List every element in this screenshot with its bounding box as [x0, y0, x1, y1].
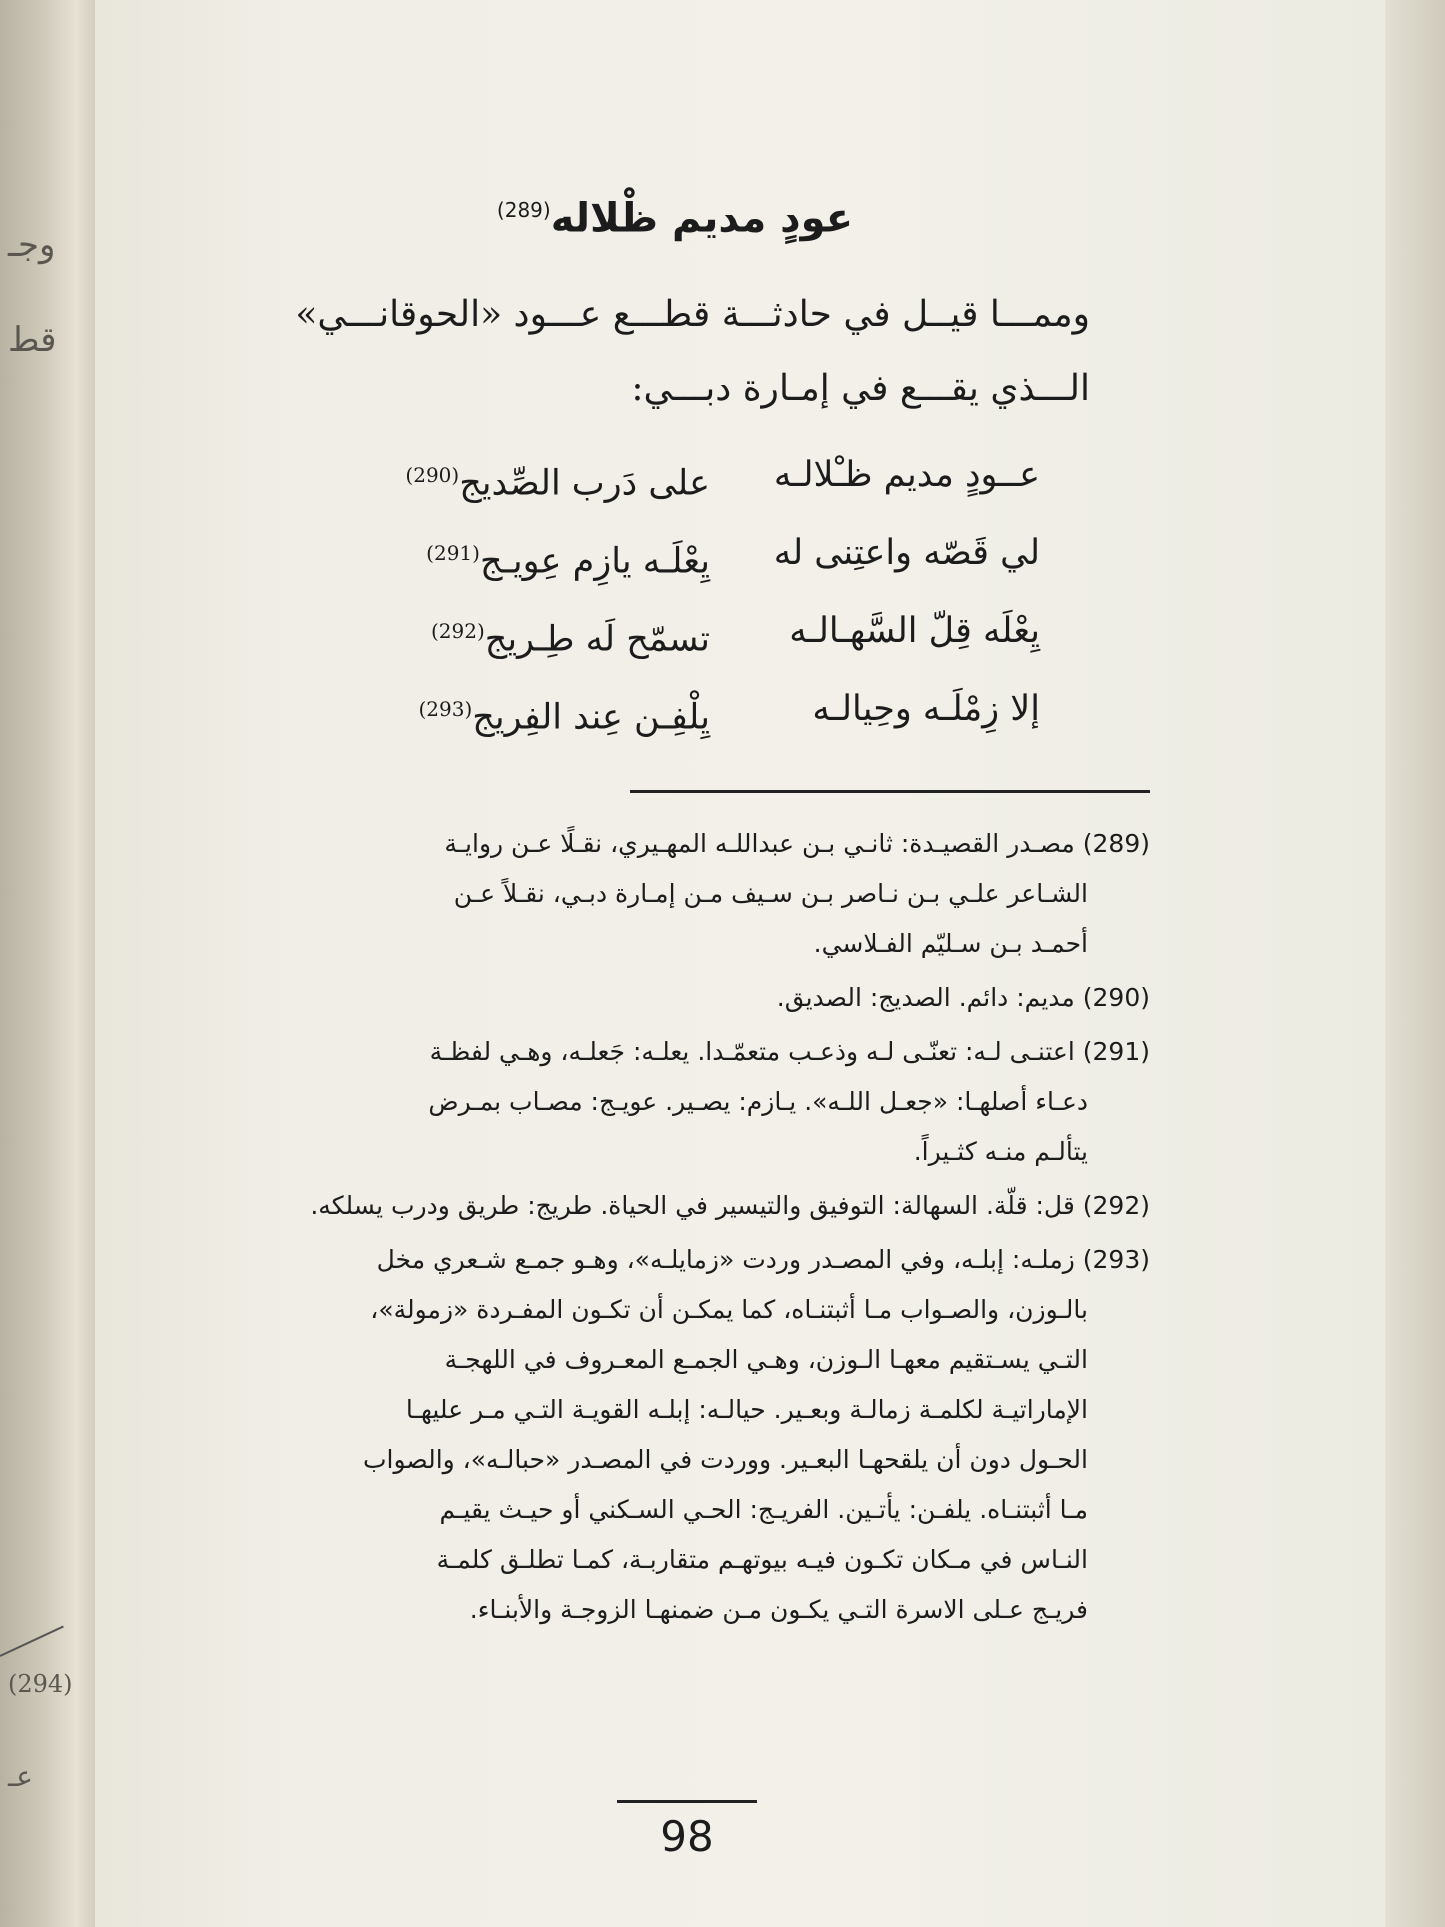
footnote-text: قل: قلّة. السهالة: التوفيق والتيسير في الحياة. طريج: طريق ودرب يسلكه. — [310, 1191, 1075, 1221]
facing-page-fragment-3: عـ — [8, 1760, 33, 1793]
footnote-line: الحـول دون أن يلقحهـا البعـير. ووردت في المصـدر «حبالـه»، والصواب — [363, 1445, 1088, 1475]
page-number: 98 — [660, 1812, 714, 1861]
footnote-290 — [200, 973, 1150, 1023]
facing-page-fragment-1: وجـ — [8, 225, 56, 265]
verse-first-hemistich: عــودٍ مديم ظـْلالـه — [773, 455, 1040, 496]
footnote-line — [200, 1027, 1150, 1077]
verse-second-text: يِعْلَـه يازِم عِويـج — [479, 541, 710, 582]
footnote-divider — [630, 790, 1150, 793]
footnote-number: (289) — [1082, 829, 1150, 859]
page-number-rule — [617, 1800, 757, 1803]
verse-4 — [200, 670, 1040, 748]
footnote-line — [200, 1181, 1150, 1231]
intro-paragraph — [200, 278, 1150, 426]
footnote-291 — [200, 1027, 1150, 1177]
verse-footnote-ref: (292) — [430, 619, 485, 644]
intro-line-1: وممـــا قيــل في حادثـــة قطـــع عـــود «الحوقانـــي» — [295, 294, 1090, 336]
footnote-line: التـي يسـتقيم معهـا الـوزن، وهـي الجمـع المعـروف في اللهجـة — [444, 1345, 1088, 1375]
verse-1 — [200, 436, 1040, 514]
verse-footnote-ref: (290) — [405, 463, 460, 488]
verse-first-hemistich: إلا زِمْلَـه وحِيالـه — [812, 689, 1040, 730]
footnote-number: (293) — [1082, 1245, 1150, 1275]
verse-first-hemistich: لي قَصّه واعتِنى له — [773, 533, 1040, 574]
verse-second-text: يِلْفِـن عِند الفِريج — [472, 697, 710, 738]
verse-second-text: على دَرب الصِّديج — [459, 463, 710, 504]
verse-2 — [200, 514, 1040, 592]
facing-page-footnote-ref: (294) — [8, 1670, 73, 1698]
footnote-292 — [200, 1181, 1150, 1231]
footnote-line: النـاس في مـكان تكـون فيـه بيوتهـم متقاربـة، كمـا تطلـق كلمـة — [436, 1545, 1088, 1575]
facing-page-rule — [0, 1626, 64, 1657]
page-content — [200, 180, 1150, 1639]
footnote-number: (291) — [1082, 1037, 1150, 1067]
footnote-line: أحمـد بـن سـليّم الفـلاسي. — [813, 929, 1088, 959]
page-right-edge — [1385, 0, 1445, 1927]
footnote-line — [200, 1235, 1150, 1285]
poem-title-footnote-ref: (289) — [496, 198, 551, 222]
footnote-line: الشـاعر علـي بـن نـاصر بـن سـيف مـن إمـارة دبـي، نقـلاً عـن — [453, 879, 1088, 909]
verse-second-hemistich — [290, 670, 710, 748]
footnote-line: دعـاء أصلهـا: «جعـل اللـه». يـازم: يصـير. عويـج: مصـاب بمـرض — [428, 1087, 1088, 1117]
facing-page-fragment-2: قط — [8, 320, 57, 360]
footnote-line: مـا أثبتنـاه. يلفـن: يأتـين. الفريـج: الحـي السـكني أو حيـث يقيـم — [439, 1495, 1088, 1525]
footnote-number: (290) — [1082, 983, 1150, 1013]
footnote-293 — [200, 1235, 1150, 1635]
poem-verses — [200, 436, 1150, 748]
verse-second-hemistich — [290, 592, 710, 670]
footnote-text: اعتنـى لـه: تعنّـى لـه وذعـب متعمّـدا. يعلـه: جَعلـه، وهـي لفظـة — [429, 1037, 1075, 1067]
footnote-line — [200, 973, 1150, 1023]
poem-title — [200, 180, 1150, 248]
footnote-text: مديم: دائم. الصديج: الصديق. — [776, 983, 1075, 1013]
footnote-line: بالـوزن، والصـواب مـا أثبتنـاه، كما يمكـن أن تكـون المفـردة «زمولة»، — [370, 1295, 1088, 1325]
footnote-line — [200, 819, 1150, 869]
verse-footnote-ref: (291) — [426, 541, 480, 566]
poem-title-text: عودٍ مديم ظْلاله — [550, 195, 854, 242]
footnote-289 — [200, 819, 1150, 969]
footnote-number: (292) — [1082, 1191, 1150, 1221]
verse-3 — [200, 592, 1040, 670]
verse-second-text: تسمّح لَه طِـريج — [484, 619, 710, 660]
verse-second-hemistich — [290, 436, 710, 514]
footnote-line: يتألـم منـه كثـيراً. — [913, 1137, 1088, 1167]
verse-second-hemistich — [290, 514, 710, 592]
footnote-text: مصـدر القصيـدة: ثانـي بـن عبداللـه المهـيري، نقـلًا عـن روايـة — [444, 829, 1075, 859]
footnote-line: فريـج عـلى الاسرة التـي يكـون مـن ضمنهـا الزوجـة والأبنـاء. — [469, 1595, 1088, 1625]
footnotes — [200, 819, 1150, 1635]
footnote-line: الإماراتيـة لكلمـة زمالـة وبعـير. حيالـه: إبلـه القويـة التـي مـر عليهـا — [405, 1395, 1088, 1425]
footnote-text: زملـه: إبلـه، وفي المصـدر وردت «زمايلـه»، وهـو جمـع شـعري مخل — [376, 1245, 1075, 1275]
verse-footnote-ref: (293) — [418, 697, 473, 722]
facing-page-edge — [0, 0, 95, 1927]
intro-line-2: الـــذي يقـــع في إمـارة دبـــي: — [631, 368, 1090, 410]
verse-first-hemistich: يِعْلَه قِلّ السَّهـالـه — [789, 611, 1040, 652]
